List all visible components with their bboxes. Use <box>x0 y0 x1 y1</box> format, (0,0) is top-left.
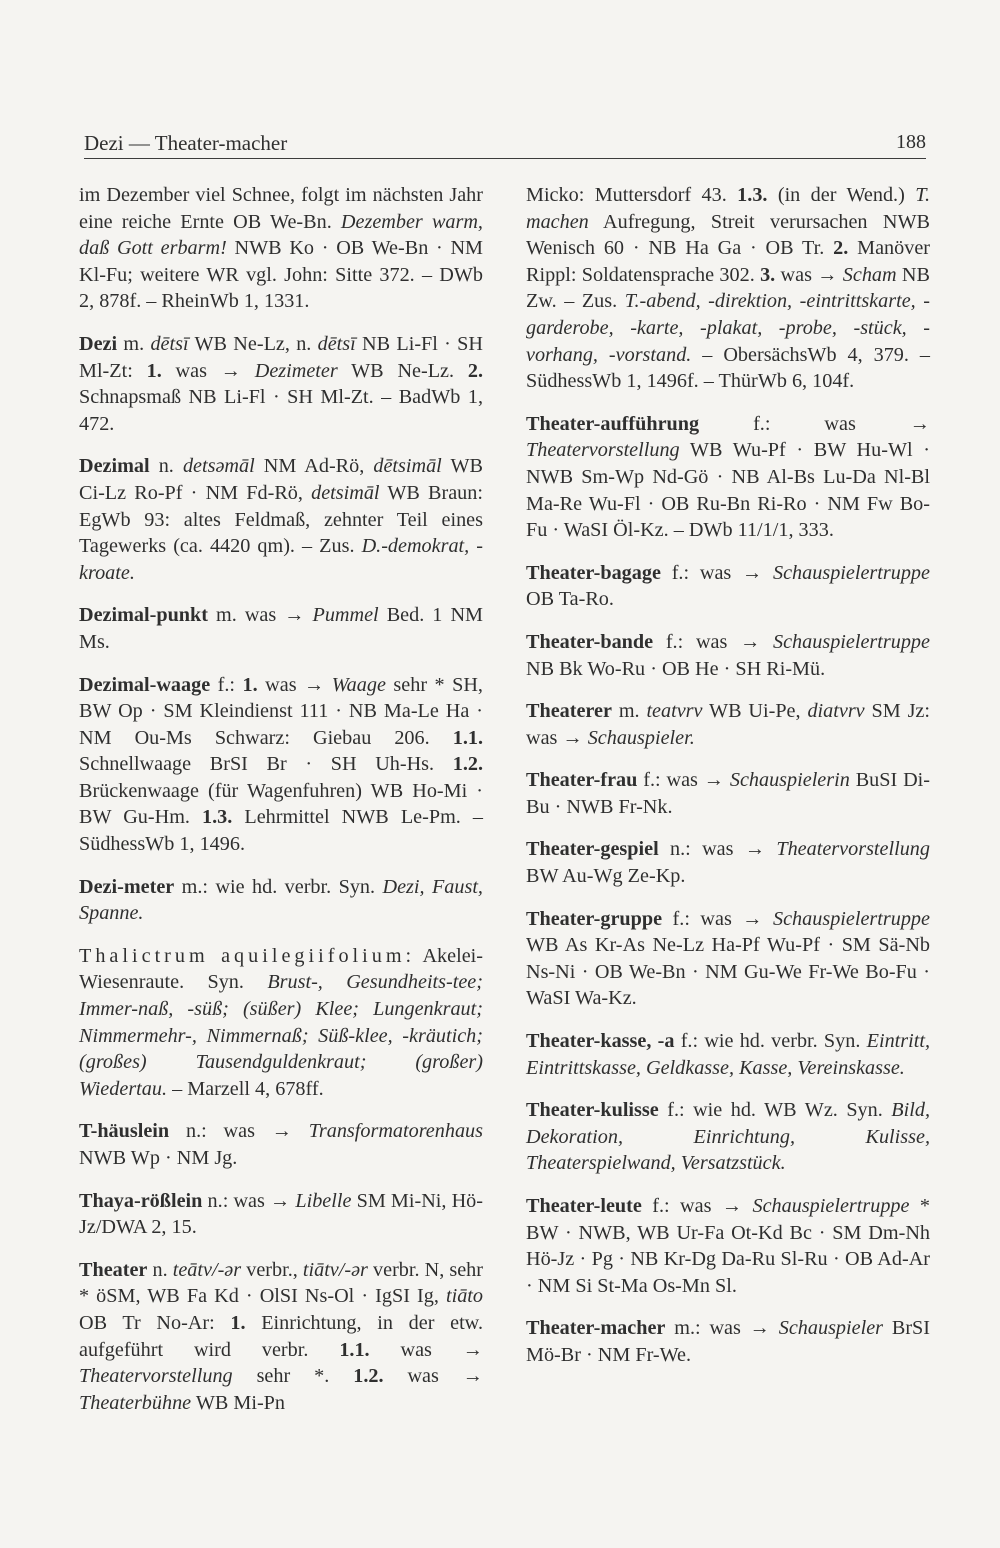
entry-bold: Theater-gruppe <box>526 907 663 930</box>
entry-italic: detsimāl <box>311 481 380 504</box>
dictionary-entry <box>526 767 930 820</box>
dictionary-entry <box>79 1257 483 1417</box>
entry-italic: Transformatorenhaus <box>308 1120 483 1143</box>
entry-bold: Theater-gespiel <box>526 838 659 861</box>
entry-text: NWB Wp · NM Jg. <box>79 1147 238 1169</box>
entry-text: Lehrmittel NWB Le-Pm. – SüdhessWb 1, 1496. <box>79 806 483 856</box>
entry-text: f.: wie hd. WB Wz. Syn. <box>658 1099 892 1122</box>
entry-text: f.: was → <box>641 1195 753 1217</box>
entry-text: BW Au-Wg Ze-Kp. <box>526 865 686 888</box>
entry-bold: Dezimal-punkt <box>79 604 208 627</box>
entry-text: f.: was → <box>699 412 930 435</box>
entry-italic: Theatervorstellung <box>79 1365 233 1388</box>
entry-bold: Theater <box>79 1258 148 1281</box>
entry-text: m. was → <box>207 604 313 627</box>
entry-text: im Dezember viel Schnee, folgt im nächsten Jahr eine reiche Ernte OB We-Bn. <box>79 184 483 233</box>
entry-bold: 2. <box>833 237 849 260</box>
entry-text: sehr *. <box>232 1365 354 1388</box>
entry-italic: Theatervorstellung <box>776 838 930 861</box>
entry-text: verbr. N, sehr * öSM, WB Fa Kd · OlSI Ns-Ol · IgSI Ig, <box>79 1258 483 1308</box>
continued-entry <box>79 182 483 315</box>
entry-bold: Dezi-meter <box>79 875 175 898</box>
entry-bold: 1. <box>242 673 258 696</box>
entry-text: f.: was → <box>653 630 773 653</box>
dictionary-entry <box>79 874 483 927</box>
entry-italic: Pummel <box>312 604 379 627</box>
entry-bold: Dezimal-waage <box>79 673 211 696</box>
dictionary-entry <box>79 331 483 437</box>
entry-bold: 2. <box>467 359 483 382</box>
entry-spaced: Thalictrum aquilegiifolium: <box>79 944 416 967</box>
entry-italic: tiātv/-ər <box>302 1258 368 1281</box>
entry-italic: teatvrv <box>646 700 703 723</box>
entry-text: f.: was → <box>660 561 773 584</box>
entry-text: NWB Ko · OB We-Bn · NM Kl-Fu; weitere WR vgl. John: Sitte 372. – DWb 2, 878f. – RheinWb 1, 1331. <box>79 237 483 313</box>
left-column <box>79 182 483 1432</box>
entry-text: WB Ne-Lz. <box>337 359 468 382</box>
entry-italic: Schauspieler <box>778 1317 884 1340</box>
entry-text: m.: was → <box>665 1317 779 1340</box>
entry-text: SM Jz: was → <box>526 700 930 749</box>
entry-italic: Scham <box>842 263 897 286</box>
dictionary-entry <box>526 836 930 889</box>
entry-bold: 1.1. <box>452 726 483 749</box>
entry-bold: Dezi <box>79 332 118 355</box>
entry-text: NB Zw. – Zus. <box>526 263 930 313</box>
dictionary-entry <box>526 1028 930 1081</box>
entry-text: NB Li-Fl · SH Ml-Zt: <box>79 332 483 382</box>
dictionary-entry <box>526 1315 930 1368</box>
entry-italic: Brust-, Gesundheits-tee; Immer-naß, -süß; (süßer) Klee; Lungenkraut; Nimmermehr-, Nimmernaß; Süß-klee, -kräutich; (großes) Tausendguldenkraut; (großer) Wiedertau. <box>79 971 483 1100</box>
entry-text: Aufregung, Streit verursachen NWB Wenisch 60 · NB Ha Ga · OB Tr. <box>526 210 930 260</box>
entry-bold: Theater-frau <box>526 769 638 792</box>
entry-italic: dētsimāl <box>373 455 442 478</box>
entry-text: n.: was → <box>202 1189 296 1212</box>
right-column <box>526 182 930 1385</box>
dictionary-entry <box>526 411 930 544</box>
entry-text: SM Mi-Ni, Hö-Jz/DWA 2, 15. <box>79 1189 483 1239</box>
entry-text: OB Ta-Ro. <box>526 588 614 611</box>
entry-text: n. <box>147 1258 173 1281</box>
entry-text: WB As Kr-As Ne-Lz Ha-Pf Wu-Pf · SM Sä-Nb Ns-Ni · OB We-Bn · NM Gu-We Fr-We Bo-Fu · WaSI Wa-Kz. <box>526 934 930 1010</box>
entry-italic: Dezimeter <box>254 359 338 382</box>
entry-text: was → <box>257 673 332 696</box>
entry-bold: 1.2. <box>353 1365 384 1388</box>
running-header <box>84 128 926 159</box>
entry-italic: diatvrv <box>807 700 865 723</box>
continued-entry <box>526 182 930 395</box>
entry-text: was → <box>383 1365 483 1388</box>
entry-text: NB Bk Wo-Ru · OB He · SH Ri-Mü. <box>526 657 826 680</box>
entry-text: Brückenwaage (für Wagenfuhren) WB Ho-Mi · BW Gu-Hm. <box>79 779 483 829</box>
entry-text: Schnapsmaß NB Li-Fl · SH Ml-Zt. – BadWb 1, 472. <box>79 386 483 435</box>
entry-italic: T. machen <box>526 184 930 233</box>
entry-text: BrSI Mö-Br · NM Fr-We. <box>526 1317 930 1366</box>
entry-text: sehr * SH, BW Op · SM Kleindienst 111 · NB Ma-Le Ha · NM Ou-Ms Schwarz: Giebau 206. <box>79 673 483 749</box>
running-title: Dezi — Theater-macher <box>84 131 288 155</box>
entry-bold: 3. <box>760 263 776 286</box>
entry-italic: Theatervorstellung <box>526 439 680 462</box>
dictionary-entry <box>526 698 930 751</box>
entry-text: was → <box>369 1338 483 1361</box>
entry-text: – Marzell 4, 678ff. <box>167 1077 324 1100</box>
entry-italic: Schauspieler. <box>587 726 695 749</box>
entry-text: f.: <box>210 673 243 696</box>
entry-text: WB Wu-Pf · BW Hu-Wl · NWB Sm-Wp Nd-Gö · NB Al-Bs Lu-Da Nl-Bl Ma-Re Wu-Fl · OB Ru-Bn Ri-Ro · NM Fw Bo-Fu · WaSI Öl-Kz. – DWb 11/1/1, 333. <box>526 439 930 542</box>
entry-italic: Schauspielerin <box>729 769 850 792</box>
entry-text: Einrichtung, in der etw. aufgeführt wird verbr. <box>79 1311 483 1361</box>
entry-text: Bed. 1 NM Ms. <box>79 604 483 653</box>
entry-bold: Theaterer <box>526 700 612 723</box>
dictionary-entry <box>79 1118 483 1171</box>
entry-text: f.: was → <box>662 907 773 930</box>
entry-text: WB Ui-Pe, <box>702 700 808 723</box>
entry-text: BuSI Di-Bu · NWB Fr-Nk. <box>526 769 930 818</box>
entry-text: Manöver Rippl: Soldatensprache 302. <box>526 237 931 286</box>
entry-text: (in der Wend.) <box>767 184 916 206</box>
entry-italic: Schauspielertruppe <box>773 907 930 930</box>
entry-text: verbr., <box>241 1258 303 1281</box>
entry-italic: D.-demokrat, -kroate. <box>79 535 483 584</box>
entry-bold: Theater-bagage <box>526 561 661 584</box>
dictionary-entry <box>526 560 930 613</box>
entry-italic: Schauspielertruppe <box>752 1195 910 1217</box>
dictionary-entry <box>79 602 483 655</box>
dictionary-entry <box>526 629 930 682</box>
entry-text: m. <box>611 700 647 723</box>
entry-italic: Dezi, Faust, Spanne. <box>79 875 483 925</box>
entry-italic: detsəmāl <box>182 455 255 478</box>
entry-bold: 1.1. <box>339 1338 370 1361</box>
dictionary-entry <box>79 943 483 1103</box>
entry-italic: tiāto <box>445 1285 483 1308</box>
entry-bold: Theater-aufführung <box>526 412 700 435</box>
dictionary-entry <box>526 906 930 1012</box>
entry-italic: Waage <box>331 673 386 696</box>
entry-bold: 1. <box>230 1311 246 1334</box>
entry-italic: Bild, Dekoration, Einrichtung, Kulisse, Theaterspielwand, Versatzstück. <box>526 1099 930 1175</box>
entry-text: Akelei-Wiesenraute. Syn. <box>79 944 483 994</box>
entry-italic: T.-abend, -direktion, -eintrittskarte, -garderobe, -karte, -plakat, -probe, -stück, -vorhang, -vorstand. <box>526 290 930 366</box>
entry-italic: Eintritt, Eintrittskasse, Geldkasse, Kasse, Vereinskasse. <box>526 1030 930 1079</box>
entry-text: was → <box>161 359 255 382</box>
entry-text: m. <box>117 332 151 355</box>
entry-bold: 1. <box>146 359 162 382</box>
entry-text: WB Ci-Lz Ro-Pf · NM Fd-Rö, <box>79 455 484 504</box>
dictionary-entry <box>79 1188 483 1241</box>
entry-text: – ObersächsWb 4, 379. – SüdhessWb 1, 1496f. – ThürWb 6, 104f. <box>526 343 930 393</box>
entry-bold: Theater-kasse, -a <box>526 1030 675 1053</box>
entry-text: n. <box>149 455 183 478</box>
page-number: 188 <box>896 131 926 153</box>
entry-text: WB Braun: EgWb 93: altes Feldmaß, zehnter Teil eines Tagewerks (ca. 4420 qm). – Zus. <box>79 481 483 558</box>
entry-bold: Theater-leute <box>526 1195 642 1217</box>
entry-text: f.: wie hd. verbr. Syn. <box>674 1030 867 1053</box>
entry-bold: Dezimal <box>79 455 150 478</box>
entry-text: Schnellwaage BrSI Br · SH Uh-Hs. <box>79 753 453 776</box>
entry-text: was → <box>775 263 843 286</box>
entry-text: * BW · NWB, WB Ur-Fa Ot-Kd Bc · SM Dm-Nh Hö-Jz · Pg · NB Kr-Dg Da-Ru Sl-Ru · OB Ad-Ar · NM Si St-Ma Os-Mn Sl. <box>526 1195 930 1297</box>
entry-text: m.: wie hd. verbr. Syn. <box>174 875 383 898</box>
dictionary-entry <box>79 672 483 858</box>
entry-bold: Thaya-rößlein <box>79 1189 203 1212</box>
entry-text: WB Ne-Lz, n. <box>188 332 318 355</box>
entry-italic: teātv/-ər <box>172 1258 242 1281</box>
entry-bold: T-häuslein <box>79 1120 170 1143</box>
entry-bold: Theater-bande <box>526 630 654 653</box>
entry-bold: 1.3. <box>737 184 768 206</box>
entry-italic: Libelle <box>295 1189 352 1212</box>
entry-italic: Schauspielertruppe <box>773 630 930 653</box>
entry-text: n.: was → <box>658 838 777 861</box>
entry-text: WB Mi-Pn <box>191 1391 285 1414</box>
dictionary-entry <box>79 453 483 586</box>
dictionary-entry <box>526 1193 930 1299</box>
entry-italic: dētsī <box>150 332 189 355</box>
entry-italic: dētsī <box>317 332 356 355</box>
entry-bold: 1.2. <box>452 753 483 776</box>
entry-text: Micko: Muttersdorf 43. <box>526 184 738 206</box>
entry-italic: Schauspielertruppe <box>773 561 930 584</box>
entry-text: f.: was → <box>637 769 730 792</box>
dictionary-entry <box>526 1097 930 1177</box>
entry-text: NM Ad-Rö, <box>254 455 374 478</box>
entry-text: n.: was → <box>169 1120 309 1143</box>
entry-italic: Theaterbühne <box>79 1391 192 1414</box>
entry-text: OB Tr No-Ar: <box>79 1311 231 1334</box>
entry-bold: Theater-macher <box>526 1317 666 1340</box>
entry-italic: Dezember warm, daß Gott erbarm! <box>79 210 483 260</box>
entry-bold: 1.3. <box>202 806 233 829</box>
entry-bold: Theater-kulisse <box>526 1099 659 1122</box>
